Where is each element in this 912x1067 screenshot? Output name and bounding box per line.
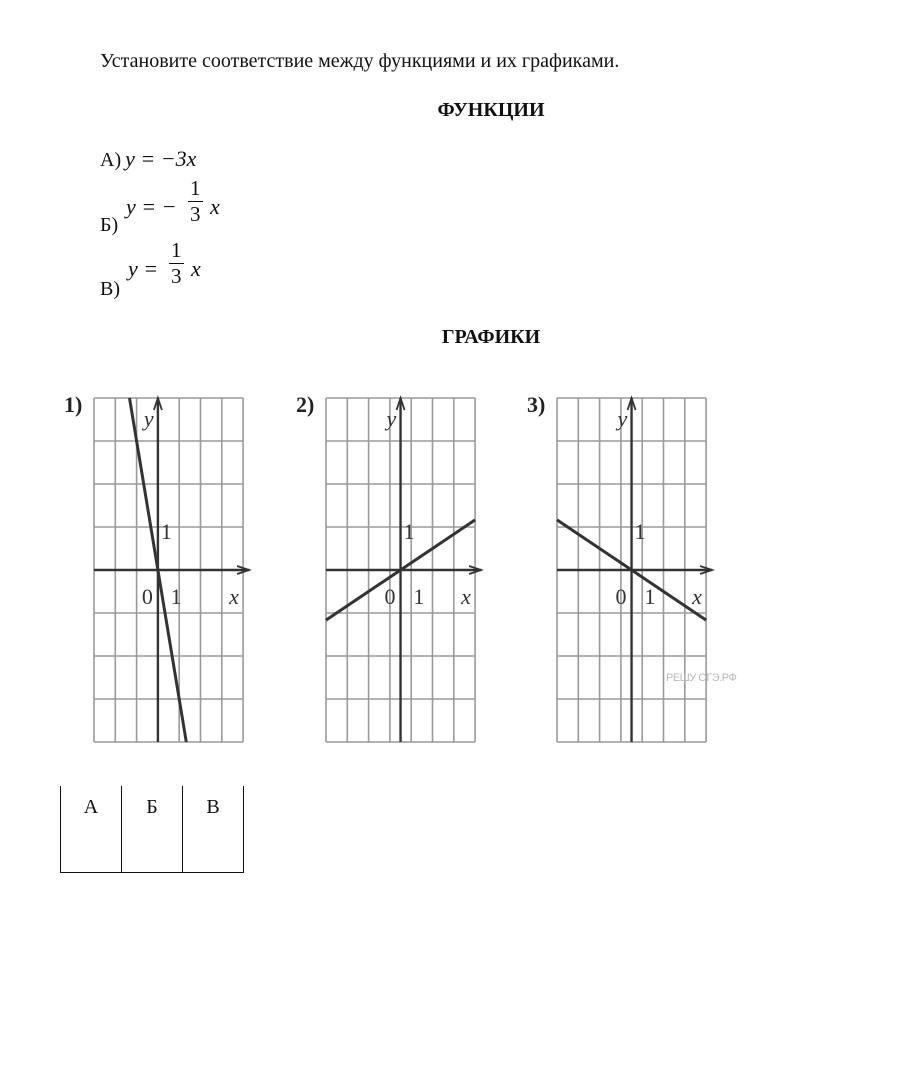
y-unit-label: 1 [403, 519, 415, 544]
function-a-label: А) [100, 149, 122, 171]
graph-2 [296, 378, 486, 750]
graph-3 [527, 378, 742, 750]
answer-table-input-row [61, 828, 244, 873]
function-c-denominator: 3 [171, 264, 182, 288]
function-a [100, 146, 196, 172]
x-axis-label: x [461, 584, 471, 609]
answer-cell-b[interactable] [122, 828, 183, 873]
answer-table-header-row [61, 786, 244, 828]
x-unit-label: 1 [170, 584, 182, 609]
origin-label: 0 [141, 584, 153, 609]
graph-number: 1) [64, 392, 83, 417]
function-c-fraction [169, 240, 184, 287]
origin-label: 0 [384, 584, 396, 609]
function-b-numerator: 1 [190, 176, 201, 200]
function-b-label: Б) [100, 214, 119, 236]
origin-label: 0 [615, 584, 627, 609]
task-instruction: Установите соответствие между функциями и их графиками. [100, 50, 620, 72]
graph-number: 3) [527, 392, 546, 417]
graph-panel-2 [296, 378, 486, 755]
function-c-formula-rhs: x [191, 256, 201, 281]
y-unit-label: 1 [160, 519, 172, 544]
function-b-fraction [188, 178, 203, 225]
graph-panel-3 [527, 378, 742, 755]
y-axis-label: y [386, 406, 397, 431]
watermark: РЕШУ ОГЭ.РФ [666, 672, 737, 684]
x-axis-label: x [229, 584, 239, 609]
function-a-formula: y = −3x [125, 146, 197, 171]
answer-cell-c[interactable] [183, 828, 244, 873]
function-b-formula-rhs: x [210, 194, 220, 219]
y-unit-label: 1 [634, 519, 646, 544]
answer-cell-a[interactable] [61, 828, 122, 873]
answer-header-c: В [183, 786, 244, 828]
answer-header-a: А [61, 786, 122, 828]
graph-1 [64, 378, 254, 750]
graph-panel-1 [64, 378, 254, 755]
functions-heading: ФУНКЦИИ [437, 99, 545, 121]
answer-header-b: Б [122, 786, 183, 828]
function-c-label: В) [100, 278, 120, 300]
x-axis-label: x [692, 584, 702, 609]
graphs-heading: ГРАФИКИ [441, 326, 541, 348]
function-b-formula-lhs: y = − [126, 194, 177, 219]
answer-table [60, 786, 244, 873]
x-unit-label: 1 [413, 584, 425, 609]
function-c-formula-lhs: y = [128, 256, 159, 281]
function-b-denominator: 3 [190, 202, 201, 226]
x-unit-label: 1 [644, 584, 656, 609]
y-axis-label: y [617, 406, 628, 431]
function-c-numerator: 1 [171, 238, 182, 262]
y-axis-label: y [143, 406, 154, 431]
graph-number: 2) [296, 392, 315, 417]
